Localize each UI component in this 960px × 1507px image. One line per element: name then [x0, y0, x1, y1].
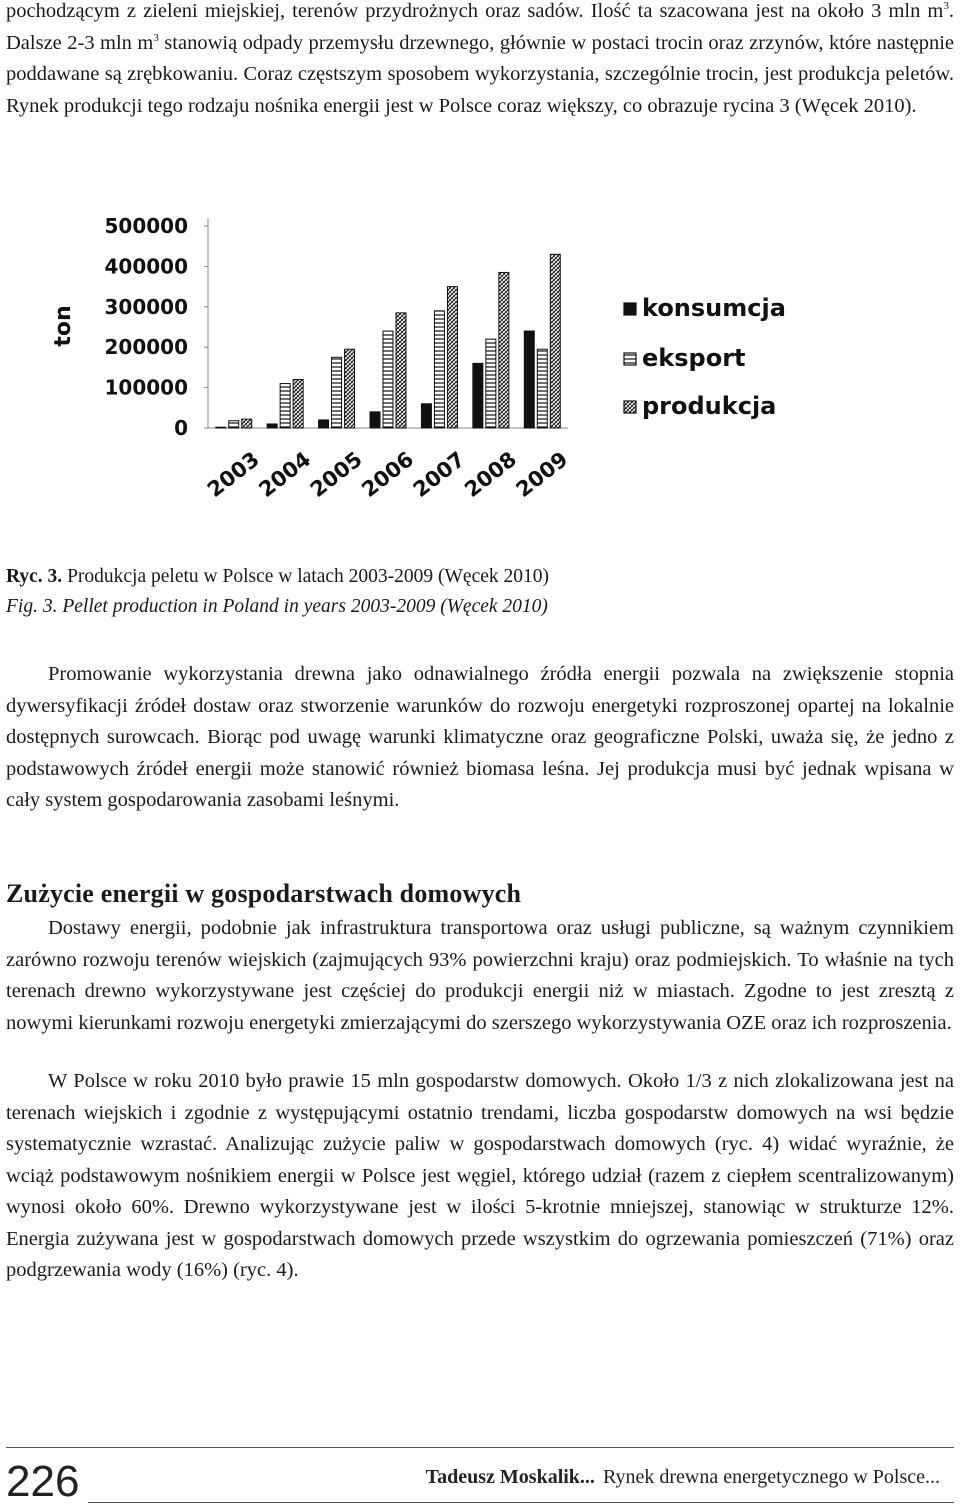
legend-swatch-produkcja: [624, 401, 636, 413]
bar-eksport-2007: [434, 311, 444, 428]
footer-title: Rynek drewna energetycznego w Polsce...: [602, 1466, 940, 1488]
bar-produkcja-2003: [242, 419, 252, 428]
bar-konsumcja-2003: [216, 427, 226, 428]
x-tick-label: 2009: [511, 447, 573, 502]
body-paragraph: Promowanie wykorzystania drewna jako odnawialnego źródła energii pozwala na zwiększenie stopnia dywersyfikacji źródeł dostaw oraz stworzenie warunków do rozwoju energetyki rozproszonej opartej na lokalnie dostępnych surowcach. Biorąc pod uwagę warunki klimatyczne oraz geograficzne Polski, uważa się, że jedno z podstawowych źródeł energii może stanowić również biomasa leśna. Jej produkcja musi być jednak wpisana w cały system gospodarowania zasobami leśnymi.: [6, 663, 954, 811]
bar-produkcja-2005: [345, 349, 355, 428]
bar-produkcja-2007: [447, 287, 457, 428]
bar-konsumcja-2007: [421, 404, 431, 428]
y-tick-label: 0: [174, 416, 188, 440]
caption-label: Fig. 3.: [6, 596, 58, 617]
legend-swatch-eksport: [624, 353, 636, 365]
x-tick-label: 2007: [408, 447, 470, 502]
caption-label: Ryc. 3.: [6, 566, 63, 587]
section-heading: Zużycie energii w gospodarstwach domowych: [6, 879, 522, 908]
caption-text: Pellet production in Poland in years 2003-2009 (Węcek 2010): [57, 596, 548, 617]
y-tick-label: 100000: [104, 375, 188, 400]
intro-text-3: stanowią odpady przemysłu drzewnego, głównie w postaci trocin oraz zrzynów, które następnie poddawane są zrębkowaniu. Coraz częstszym sposobem wykorzystania, szczególnie trocin, jest produkcja peletów. Rynek produkcji tego rodzaju nośnika energii jest w Polsce coraz większy, co obrazuje rycina 3 (Węcek 2010).: [6, 31, 954, 117]
y-tick-label: 400000: [104, 254, 188, 279]
y-tick-label: 300000: [104, 294, 188, 319]
footer-author: Tadeusz Moskalik...: [425, 1466, 595, 1488]
x-tick-label: 2005: [305, 447, 367, 502]
bar-konsumcja-2005: [319, 420, 329, 428]
y-tick-label: 500000: [104, 214, 188, 238]
bar-eksport-2006: [383, 331, 393, 428]
bar-produkcja-2004: [293, 380, 303, 428]
intro-text-2: . Dalsze 2-3 mln m: [6, 0, 954, 54]
running-footer: [426, 1466, 940, 1489]
legend-label-eksport: eksport: [642, 344, 746, 372]
bar-produkcja-2006: [396, 313, 406, 428]
x-tick-label: 2008: [460, 447, 521, 502]
bar-konsumcja-2004: [267, 424, 277, 428]
bar-konsumcja-2009: [524, 331, 534, 428]
legend-label-konsumcja: konsumcja: [642, 294, 786, 322]
bar-produkcja-2009: [550, 254, 560, 428]
page-number: 226: [6, 1457, 80, 1506]
bar-eksport-2004: [280, 384, 290, 428]
pellet-production-chart: [40, 198, 800, 528]
y-tick-label: 200000: [104, 335, 188, 360]
caption-text: Produkcja peletu w Polsce w latach 2003-2009 (Węcek 2010): [62, 566, 550, 587]
figure-caption-en: [6, 596, 548, 618]
bar-eksport-2008: [486, 339, 496, 428]
bar-produkcja-2008: [499, 272, 509, 428]
bar-eksport-2009: [537, 349, 547, 428]
body-paragraph: Dostawy energii, podobnie jak infrastruktura transportowa oraz usługi publiczne, są ważnym czynnikiem zarówno rozwoju terenów wiejskich (zajmujących 93% powierzchni kraju) oraz podmiejskich. To właśnie na tych terenach drewno wykorzystywane jest częściej do produkcji energii niż w miastach. Zgodne to jest zresztą z nowymi kierunkami rozwoju energetyki zmierzającymi do szerszego wykorzystywania OZE oraz ich rozproszenia.: [6, 917, 954, 1034]
x-tick-label: 2004: [254, 447, 316, 502]
intro-paragraph: [6, 0, 954, 122]
x-tick-label: 2006: [357, 447, 419, 502]
y-axis-label: ton: [51, 305, 76, 347]
x-tick-label: 2003: [202, 447, 264, 502]
bar-eksport-2005: [332, 357, 342, 428]
intro-text-1: pochodzącym z zieleni miejskiej, terenów przydrożnych oraz sadów. Ilość ta szacowana jest na około 3 mln m: [6, 0, 944, 22]
footer-divider: [6, 1447, 954, 1448]
footer-divider: [88, 1502, 954, 1503]
bar-konsumcja-2008: [473, 363, 483, 428]
bar-konsumcja-2006: [370, 412, 380, 428]
bar-eksport-2003: [229, 421, 239, 428]
legend-label-produkcja: produkcja: [642, 392, 777, 420]
superscript: 3: [153, 31, 159, 44]
superscript: 3: [943, 0, 949, 13]
legend-swatch-konsumcja: [624, 303, 636, 315]
figure-caption-pl: [6, 566, 549, 588]
body-paragraph: W Polsce w roku 2010 było prawie 15 mln gospodarstw domowych. Około 1/3 z nich zlokalizowana jest na terenach wiejskich i zgodnie z występującymi ostatnio trendami, liczba gospodarstw domowych na wsi będzie systematycznie wzrastać. Analizując zużycie paliw w gospodarstwach domowych (ryc. 4) widać wyraźnie, że wciąż podstawowym nośnikiem energii w Polsce jest węgiel, którego udział (razem z ciepłem scentralizowanym) wynosi około 60%. Drewno wykorzystywane jest w ilości 5-krotnie mniejszej, stanowiąc w strukturze 12%. Energia zużywana jest w gospodarstwach domowych przede wszystkim do ogrzewania pomieszczeń (71%) oraz podgrzewania wody (16%) (ryc. 4).: [6, 1070, 954, 1281]
